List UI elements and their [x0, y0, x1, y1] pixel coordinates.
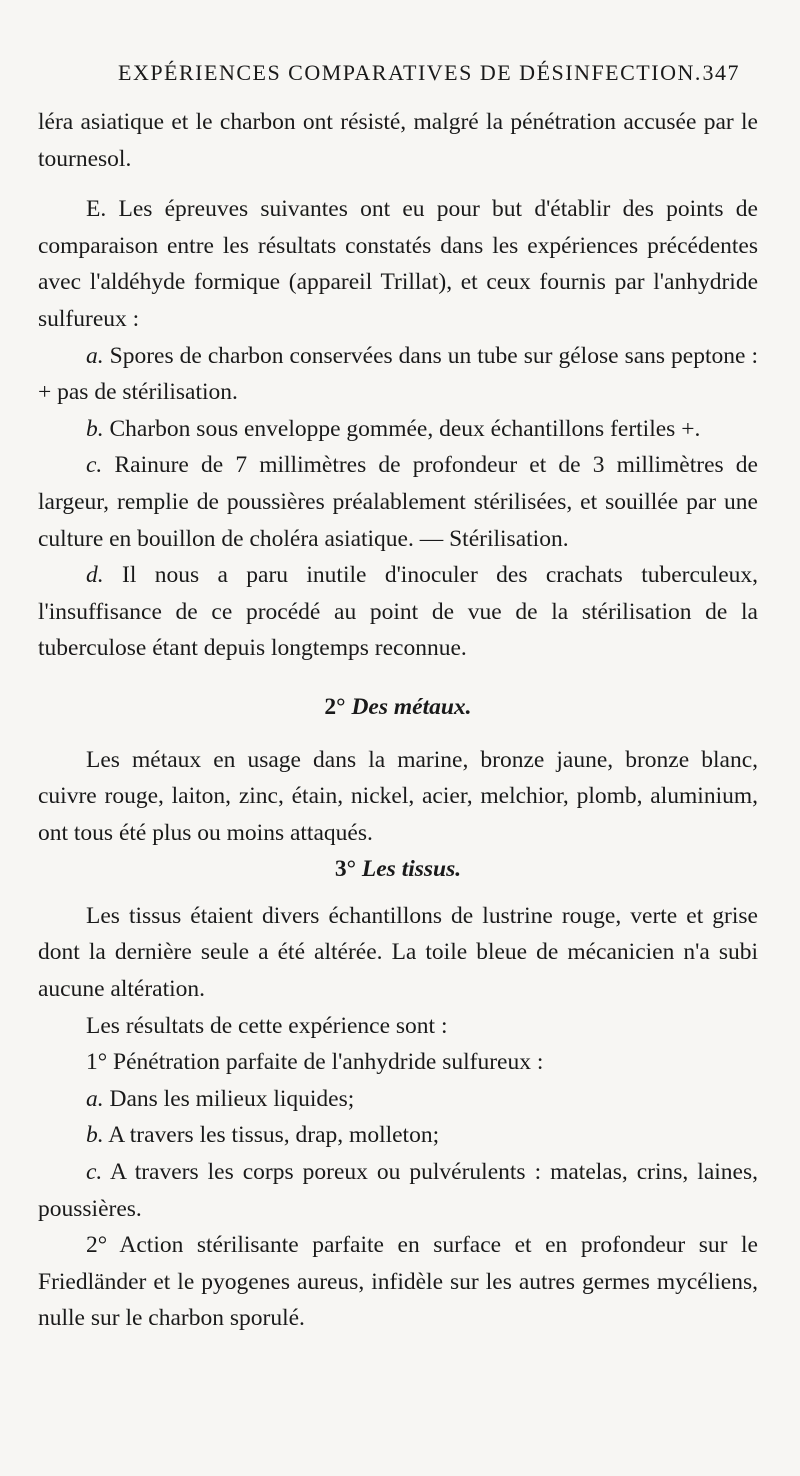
item-d-label: d.	[86, 562, 104, 589]
result-1a-text: Dans les milieux liquides;	[103, 1085, 355, 1112]
section-number-2: 2°	[324, 693, 346, 720]
result-1c-label: c.	[86, 1159, 103, 1186]
paragraph-resultats: Les résultats de cette expérience sont :	[86, 1012, 448, 1039]
page-number: 347	[702, 60, 740, 85]
result-1b-text: A travers les tissus, drap, molleton;	[103, 1122, 440, 1149]
section-title-metaux: Des métaux.	[351, 693, 472, 720]
section-number-3: 3°	[334, 856, 357, 883]
item-a	[38, 338, 758, 411]
item-c	[38, 447, 758, 557]
item-c-label: c.	[86, 452, 103, 479]
result-1b-label: b.	[86, 1122, 104, 1149]
section-title-tissus: Les tissus.	[361, 856, 462, 883]
item-c-text: Rainure de 7 millimètres de profondeur et de 3 millimètres de largeur, remplie de poussières préalablement stérilisées, et souillée par une culture en bouillon de choléra asiatique. — Stérilisation.	[38, 452, 758, 552]
item-a-label: a.	[86, 342, 104, 369]
section-heading-metaux	[38, 689, 758, 726]
item-d	[38, 557, 758, 667]
result-1a	[38, 1081, 758, 1118]
paragraph-tissus: Les tissus étaient divers échantillons de lustrine rouge, verte et grise dont la dernière seule a été altérée. La toile bleue de mécanicien n'a subi aucune altération.	[38, 902, 758, 1003]
running-header	[118, 58, 740, 88]
item-b-text: Charbon sous enveloppe gommée, deux échantillons fertiles +.	[103, 415, 701, 442]
result-1b	[38, 1117, 758, 1154]
item-b-label: b.	[86, 415, 104, 442]
page-body	[38, 104, 758, 1337]
section-heading-tissus	[38, 851, 758, 888]
paragraph-metaux: Les métaux en usage dans la marine, bronze jaune, bronze blanc, cuivre rouge, laiton, zinc, étain, nickel, acier, melchior, plomb, aluminium, ont tous été plus ou moins attaqués.	[38, 746, 758, 846]
paragraph-e: E. Les épreuves suivantes ont eu pour but d'établir des points de comparaison entre les résultats constatés dans les expériences précédentes avec l'aldéhyde formique (appareil Trillat), et ceux fournis par l'anhydride sulfureux :	[38, 196, 758, 332]
result-1c-text: A travers les corps poreux ou pulvérulents : matelas, crins, laines, poussières.	[38, 1159, 758, 1222]
paragraph-continuation: léra asiatique et le charbon ont résisté, malgré la pénétration accusée par le tournesol.	[38, 109, 758, 172]
result-1: 1° Pénétration parfaite de l'anhydride sulfureux :	[86, 1049, 544, 1076]
result-1a-label: a.	[86, 1085, 104, 1112]
item-b	[38, 411, 758, 448]
running-title: EXPÉRIENCES COMPARATIVES DE DÉSINFECTION.	[118, 60, 702, 85]
result-1c	[38, 1154, 758, 1227]
result-2: 2° Action stérilisante parfaite en surface et en profondeur sur le Friedländer et le pyogenes aureus, infidèle sur les autres germes mycéliens, nulle sur le charbon sporulé.	[38, 1232, 758, 1332]
item-a-text: Spores de charbon conservées dans un tube sur gélose sans peptone : + pas de stérilisation.	[38, 342, 758, 406]
item-d-text: Il nous a paru inutile d'inoculer des crachats tuberculeux, l'insuffisance de ce procédé au point de vue de la stérilisation de la tuberculose étant depuis longtemps reconnue.	[38, 562, 758, 662]
